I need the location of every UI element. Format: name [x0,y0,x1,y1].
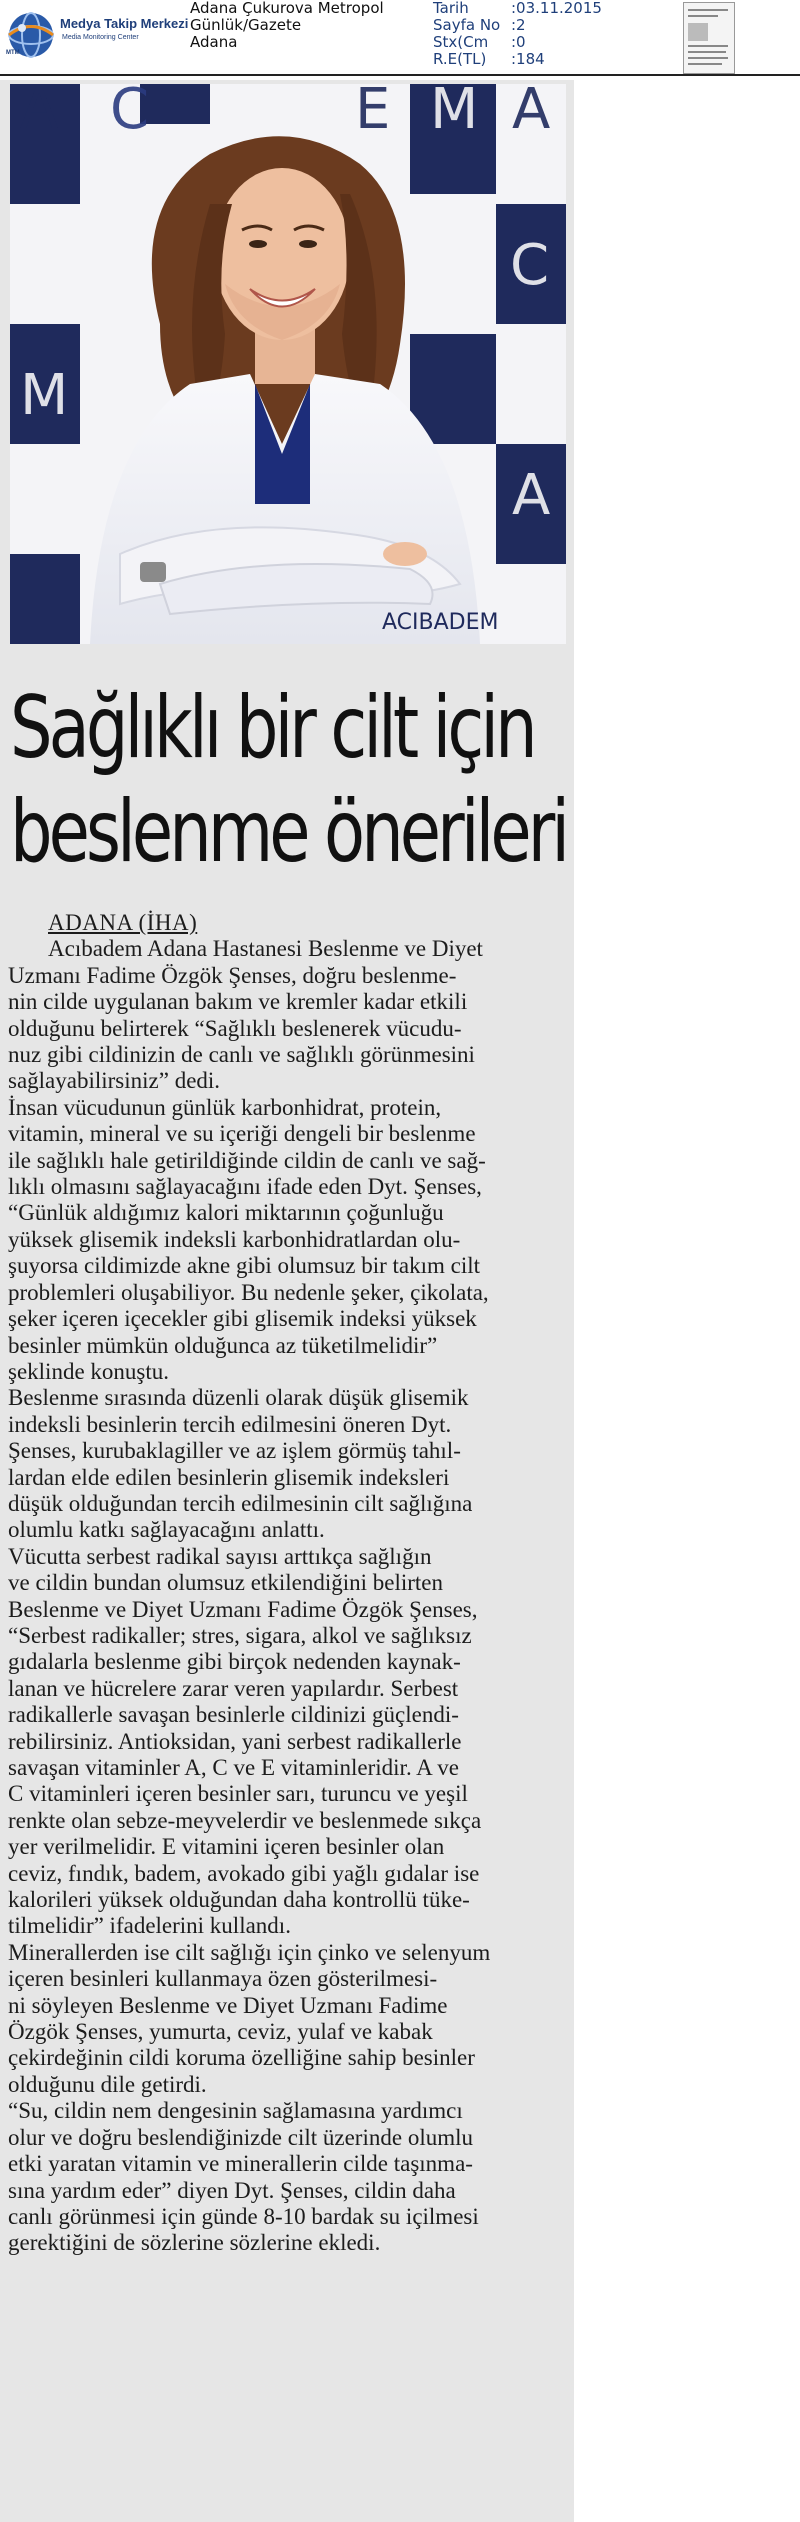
article-line: C vitaminleri içeren besinler sarı, turuncu ve yeşil [8,1781,468,1807]
article-line: ni söyleyen Beslenme ve Diyet Uzmanı Fadime [8,1992,448,2018]
article-line: sına yardım eder” diyen Dyt. Şenses, cildin daha [8,2177,456,2203]
article-lines [8,936,568,2256]
meta-value: :2 [511,16,526,34]
svg-text:A: A [512,463,551,528]
svg-text:ACIBADEM: ACIBADEM [382,610,499,635]
meta-key: Stx(Cm [433,33,489,51]
article-line: “Su, cildin nem dengesinin sağlamasına yardımcı [8,2098,463,2124]
article-line: Beslenme sırasında düzenli olarak düşük glisemik [8,1385,469,1411]
article-line: düşük olduğundan tercih edilmesinin cilt sağlığına [8,1490,473,1516]
meta-row-re [433,51,602,68]
headline-line: Sağlıklı bir cilt için [10,678,534,778]
article-dateline: ADANA (İHA) [48,910,198,935]
meta-value: :184 [511,50,545,68]
svg-text:C: C [110,84,150,142]
header-divider [0,74,800,76]
svg-text:E: E [355,84,391,142]
meta-key: R.E(TL) [433,50,487,68]
article-line: Acıbadem Adana Hastanesi Beslenme ve Diyet [48,936,483,962]
article-line: besinler mümkün olduğunca az tüketilmelidir” [8,1332,438,1358]
article-line: şuyorsa cildimizde akne gibi olumsuz bir takım cilt [8,1253,481,1279]
svg-text:M: M [20,363,69,428]
article-line: ceviz, fındık, badem, avokado gibi yağlı gıdalar ise [8,1860,480,1886]
article-line: yer verilmelidir. E vitamini içeren besinler olan [8,1834,445,1860]
article-line: vitamin, mineral ve su içeriği dengeli bir beslenme [8,1121,476,1147]
article-line: kalorileri yüksek olduğundan daha kontrollü tüke- [8,1887,470,1913]
svg-text:A: A [512,84,551,142]
article-line: Vücutta serbest radikal sayısı arttıkça sağlığın [8,1543,432,1569]
article-line: İnsan vücudunun günlük karbonhidrat, protein, [8,1094,442,1120]
article-line: tilmelidir” ifadelerini kullandı. [8,1913,291,1939]
article-line: problemleri oluşabiliyor. Bu nedenle şeker, çikolata, [8,1279,489,1305]
article-line: canlı görünmesi için günde 8-10 bardak su içilmesi [8,2203,479,2229]
article-line: olur ve doğru beslendiğinizde cilt üzerinde olumlu [8,2124,473,2150]
article-line: Minerallerden ise cilt sağlığı için çinko ve selenyum [8,1939,491,1965]
article-line: Özgök Şenses, yumurta, ceviz, yulaf ve kabak [8,2019,433,2045]
article-line: Uzmanı Fadime Özgök Şenses, doğru beslenme- [8,962,457,988]
medya-takip-logo [4,4,190,64]
article-line: gıdalarla beslenme gibi birçok nedenden kaynak- [8,1649,461,1675]
article-line: “Serbest radikaller; stres, sigara, alkol ve sağlıksız [8,1622,472,1648]
publication-city: Adana [190,33,238,51]
logo-title: Medya Takip Merkezi [60,16,189,31]
article-line: yüksek glisemik indeksli karbonhidratlardan olu- [8,1226,461,1252]
article-line: nin cilde uygulanan bakım ve kremler kadar etkili [8,989,468,1015]
article-body [8,910,568,2257]
meta-row-page [433,17,602,34]
article-line: indeksli besinlerin tercih edilmesini öneren Dyt. [8,1411,452,1437]
portrait-photo [10,84,566,644]
article-line: gerektiğini de sözlerine sözlerine ekledi. [8,2230,381,2256]
article-line: renkte olan sebze-meyvelerdir ve beslenmede sıkça [8,1807,482,1833]
article-headline [10,676,567,884]
article-line: lanan ve hücrelere zarar veren yapılardır. Serbest [8,1675,459,1701]
svg-text:A: A [20,84,59,142]
svg-text:C: C [510,233,550,298]
publication-type: Günlük/Gazete [190,16,302,34]
clipping-header [0,0,800,78]
article-line: ile sağlıklı hale getirildiğinde cildin de canlı ve sağ- [8,1147,486,1173]
article-line: ve cildin bundan olumsuz etkilendiğini belirten [8,1570,443,1596]
meta-key: Tarih [433,0,469,17]
page-thumbnail [683,2,735,74]
article-line: şeker içeren içecekler gibi glisemik indeksi yüksek [8,1306,477,1332]
article-line: etki yaratan vitamin ve minerallerin cilde taşınma- [8,2151,473,2177]
article-line: “Günlük aldığımız kalori miktarının çoğunluğu [8,1200,444,1226]
meta-row-date [433,0,602,17]
article-line: sağlayabilirsiniz” dedi. [8,1068,221,1094]
article-line: olumlu katkı sağlayacağını anlattı. [8,1517,325,1543]
article-line: lardan elde edilen besinlerin glisemik indeksleri [8,1464,450,1490]
svg-text:M: M [430,84,479,142]
headline-line: beslenme önerileri [10,782,567,882]
logo-subtitle: Media Monitoring Center [62,34,139,41]
publication-name: Adana Çukurova Metropol [190,0,384,17]
article-line: radikallerle savaşan besinlerle cildinizi güçlendi- [8,1702,459,1728]
meta-value: :03.11.2015 [511,0,602,17]
publication-info [190,0,384,51]
clipping-meta [433,0,602,68]
article-line: çekirdeğinin cildi koruma özelliğine sahip besinler [8,2045,475,2071]
article-line: olduğunu belirterek “Sağlıklı beslenerek vücudu- [8,1015,462,1041]
article-line: nuz gibi cildinizin de canlı ve sağlıklı görünmesini [8,1042,475,1068]
article-line: rebilirsiniz. Antioksidan, yani serbest radikallerle [8,1728,462,1754]
svg-text:A: A [20,213,59,278]
article-line: lıklı olmasını sağlayacağını ifade eden Dyt. Şenses, [8,1174,482,1200]
meta-row-stx [433,34,602,51]
article-line: şeklinde konuştu. [8,1358,169,1384]
article-line: savaşan vitaminler A, C ve E vitaminleridir. A ve [8,1755,459,1780]
meta-value: :0 [511,33,526,51]
logo-mark-text: MTM [6,50,20,56]
meta-key: Sayfa No [433,16,501,34]
article-line: Beslenme ve Diyet Uzmanı Fadime Özgök Şenses, [8,1596,478,1622]
news-clipping [0,80,574,2522]
article-line: Şenses, kurubaklagiller ve az işlem görmüş tahıl- [8,1438,461,1464]
article-line: içeren besinleri kullanmaya özen gösterilmesi- [8,1966,438,1992]
article-line: olduğunu dile getirdi. [8,2071,207,2097]
